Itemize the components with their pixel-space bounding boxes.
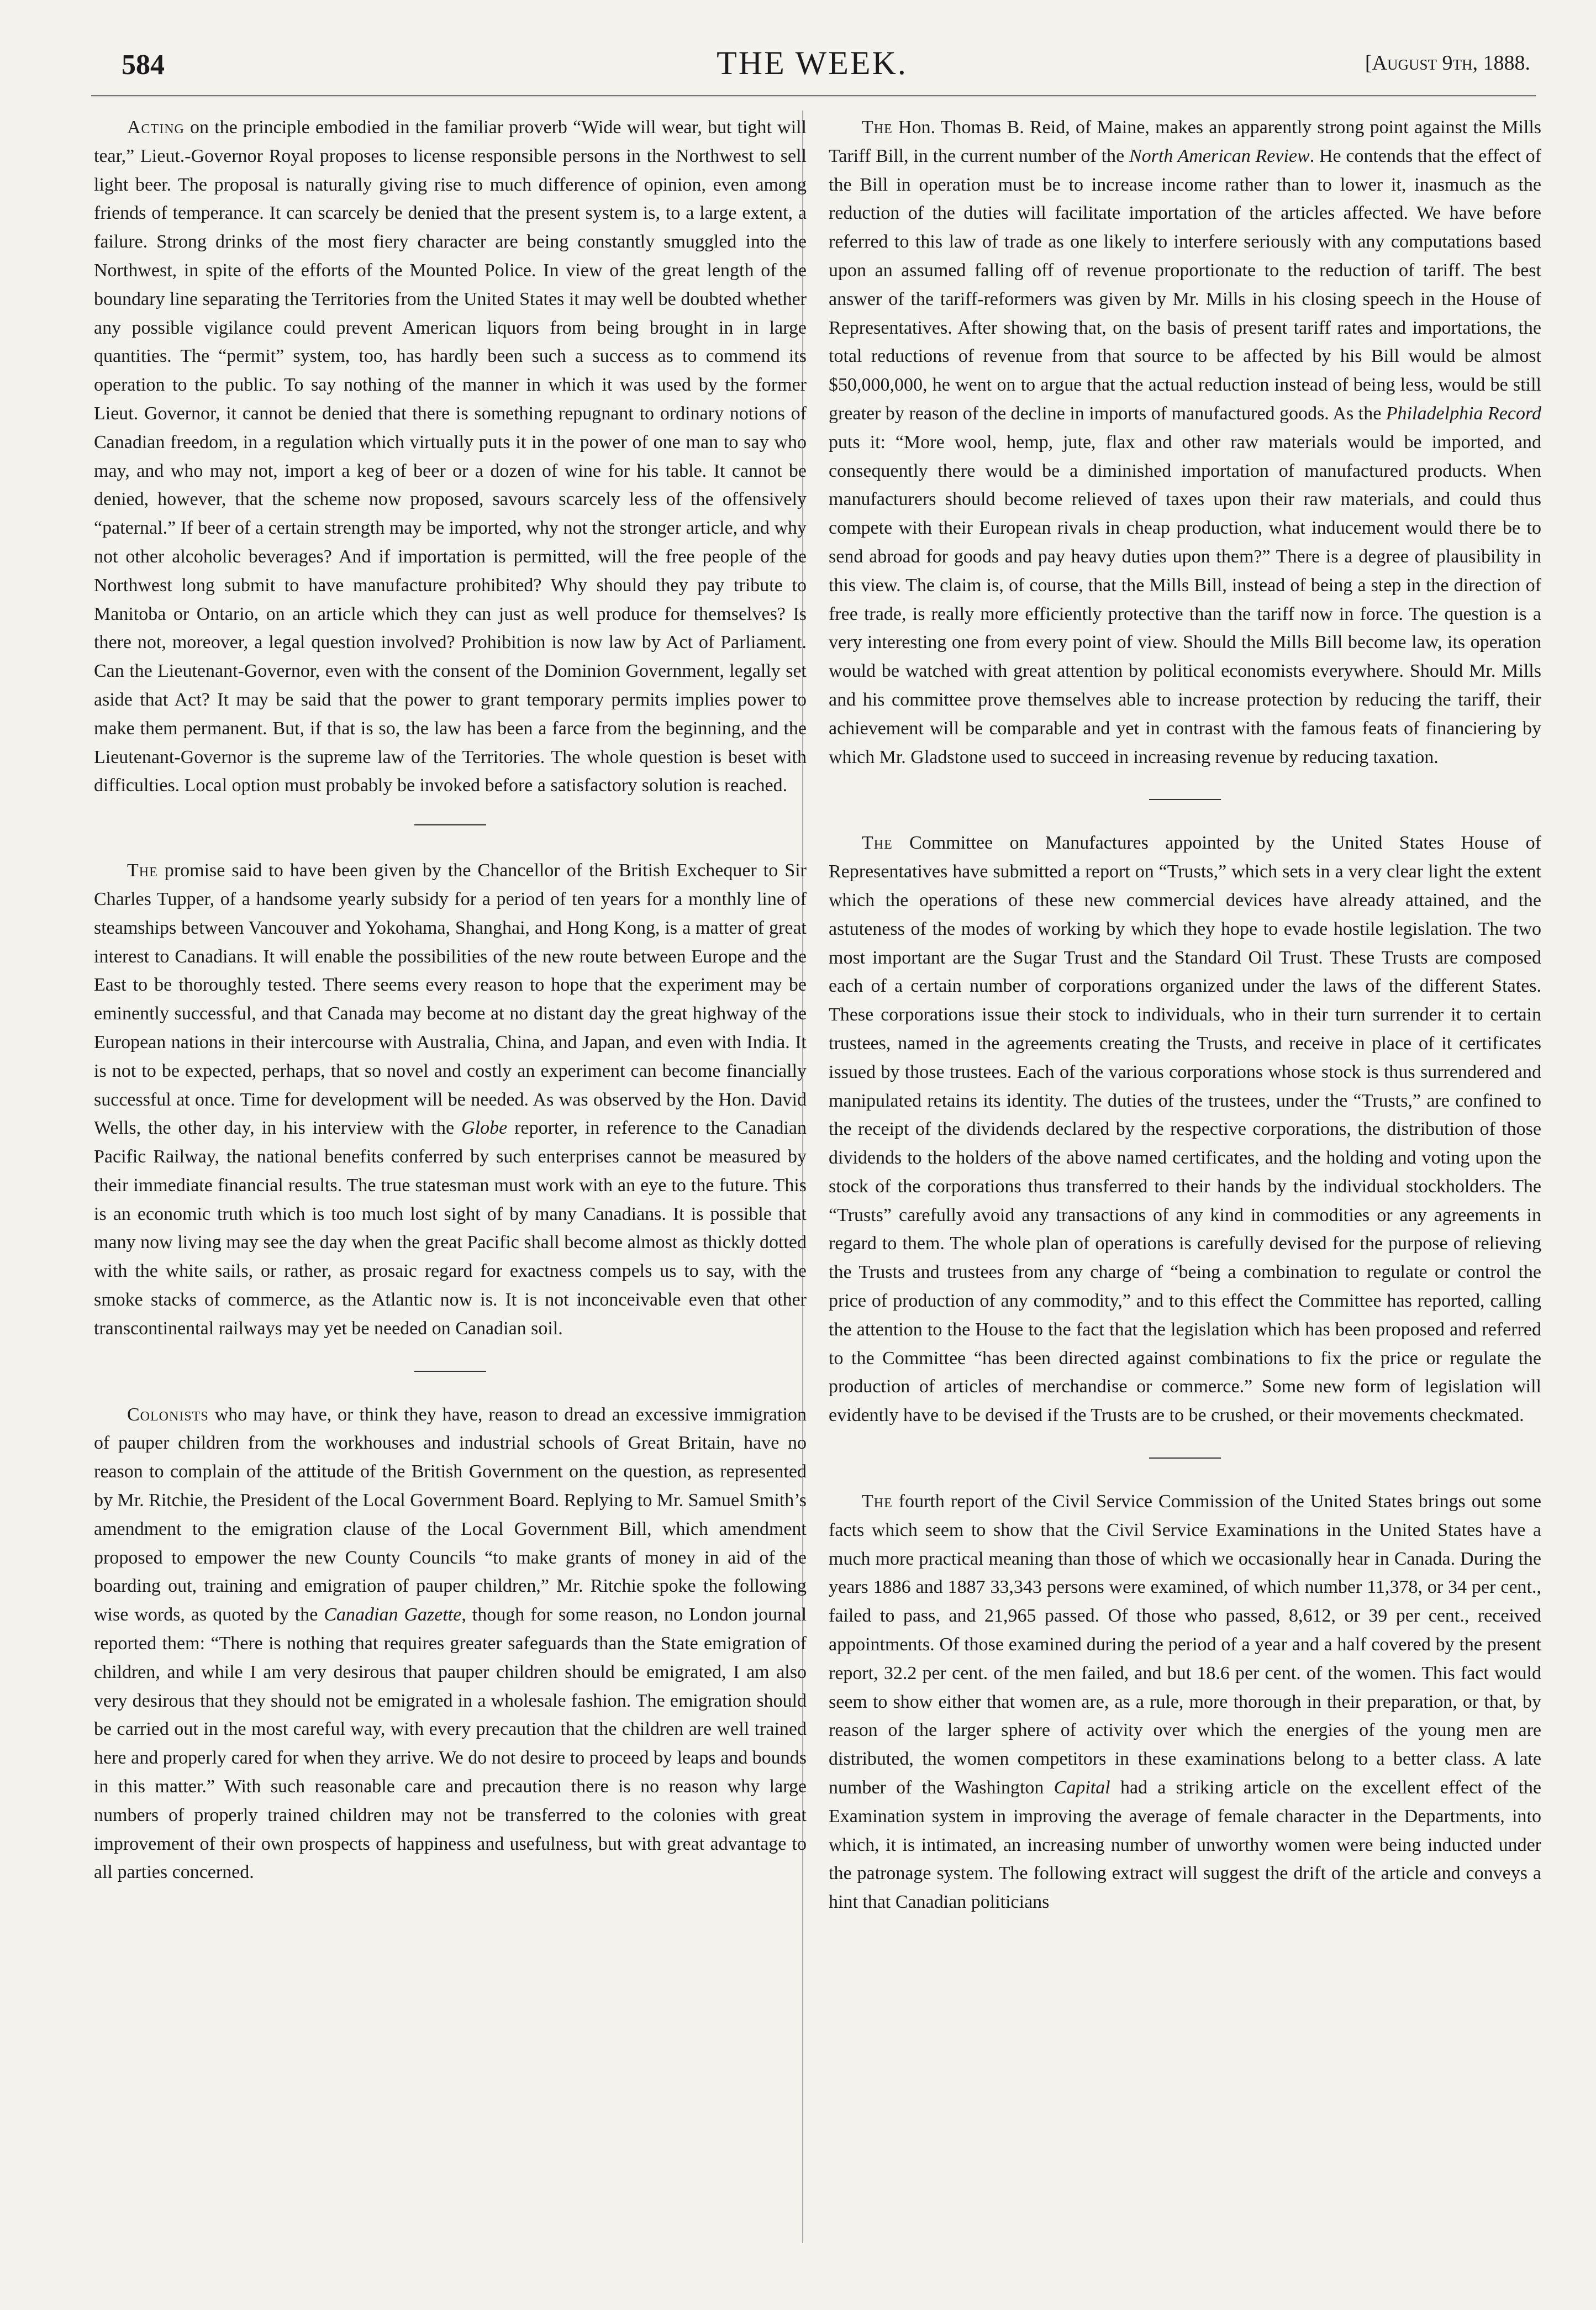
article-paragraph <box>94 1401 807 1887</box>
article-separator <box>1149 799 1221 800</box>
right-column <box>829 113 1541 1917</box>
italic-title: North American Review <box>1129 145 1310 166</box>
journal-title: THE WEEK. <box>717 45 908 81</box>
paragraph-text: fourth report of the Civil Service Commission of the United States brings out some facts which seem to show that the Civil Service Examinations in the United States have a much more practical meaning than those of which we occasionally hear in Canada. During the years 1886 and 1887 33,343 persons were examined, of which number 11,378, or 34 per cent., failed to pass, and 21,965 passed. Of those who passed, 8,612, or 39 per cent., received appointments. Of those examined during the period of a year and a half covered by the present report, 32.2 per cent. of the men failed, and but 18.6 per cent. of the women. This fact would seem to show either that women are, as a rule, more thorough in their preparation, or that, by reason of the larger sphere of activity over which the energies of the young men are distributed, the women competitors in these examinations belong to a better class. A late number of the Washington <box>829 1491 1541 1798</box>
lead-word: The <box>127 860 158 881</box>
paragraph-text: puts it: “More wool, hemp, jute, flax and other raw materials would be imported, and consequently there would be a diminished importation of manufactured products. When manufacturers should become relieved of taxes upon their raw materials, and could thus compete with their European rivals in cheap production, what inducement would there be to send abroad for goods and pay heavy duties upon them?” There is a degree of plausibility in this view. The claim is, of course, that the Mills Bill, instead of being a step in the direction of free trade, is really more efficiently protective than the tariff now in force. The question is a very interesting one from every point of view. Should the Mills Bill become law, its operation would be watched with great attention by political economists everywhere. Should Mr. Mills and his committee prove themselves able to increase protection by reducing the tariff, their achievement will be comparable and yet in contrast with the famous feats of financiering by which Mr. Gladstone used to succeed in increasing revenue by reducing taxation. <box>829 432 1541 767</box>
paragraph-text: who may have, or think they have, reason to dread an excessive immigration of pauper children from the workhouses and industrial schools of Great Britain, have no reason to complain of the attitude of the British Government on the question, as represented by Mr. Ritchie, the President of the Local Government Board. Replying to Mr. Samuel Smith’s amendment to the emigration clause of the Local Government Bill, which amendment proposed to empower the new County Councils “to make grants of money in aid of the boarding out, training and emigration of pauper children,” Mr. Ritchie spoke the following wise words, as quoted by the <box>94 1404 807 1625</box>
lead-word: The <box>862 833 893 854</box>
paragraph-text: reporter, in reference to the Canadian Pacific Railway, the national benefits conferred by such enterprises cannot be measured by their immediate financial results. The true statesman must work with an eye to the future. This is an economic truth which is too much lost sight of by many Canadians. It is possible that many now living may see the day when the great Pacific shall become almost as thickly dotted with the white sails, or rather, as prosaic regard for exactness compels us to say, with the smoke stacks of commerce, as the Atlantic now is. It is not inconceivable even that other transcontinental railways may yet be needed on Canadian soil. <box>94 1118 807 1339</box>
italic-title: Globe <box>461 1118 508 1139</box>
article-paragraph <box>94 856 807 1343</box>
article-paragraph <box>829 113 1541 771</box>
lead-word: Acting <box>127 117 185 138</box>
article-paragraph <box>829 1487 1541 1917</box>
article-paragraph <box>829 829 1541 1430</box>
article-separator <box>1149 1457 1221 1459</box>
issue-date: [August 9th, 1888. <box>1365 51 1530 75</box>
left-column <box>94 113 807 1887</box>
paragraph-text: Committee on Manufactures appointed by the United States House of Representatives have submitted a report on “Trusts,” which sets in a very clear light the extent which the operations of these new commercial devices have already attained, and the astuteness of the modes of working by which they hope to evade hostile legislation. The two most important are the Sugar Trust and the Standard Oil Trust. These Trusts are composed each of a certain number of corporations organized under the laws of the different States. These corporations issue their stock to individuals, who in their turn surrender it to certain trustees, named in the agreements creating the Trusts, and receive in place of it certificates issued by those trustees. Each of the various corporations whose stock is thus surrendered and manipulated retains its identity. The duties of the trustees, under the “Trusts,” are confined to the receipt of the dividends declared by the respective corporations, the distribution of those dividends to the holders of the above named certificates, and the holding and voting upon the stock of the corporations thus transferred to their hands by the individual stockholders. The “Trusts” carefully avoid any transactions of any kind in commodities or any agreements in regard to them. The whole plan of operations is carefully devised for the purpose of relieving the Trusts and trustees from any charge of “being a combination to regulate or control the price of production of any commodity,” and to this effect the Committee has reported, calling the attention to the House to the fact that the legislation which has been proposed and referred to the Committee “has been directed against combinations to fix the price or regulate the production of articles of merchandise or commerce.” Some new form of legislation will evidently have to be devised if the Trusts are to be crushed, or their movements checkmated. <box>829 833 1541 1426</box>
paragraph-text: promise said to have been given by the Chancellor of the British Exchequer to Sir Charles Tupper, of a handsome yearly subsidy for a period of ten years for a monthly line of steamships between Vancouver and Yokohama, Shanghai, and Hong Kong, is a matter of great interest to Canadians. It will enable the possibilities of the new route between Europe and the East to be thoroughly tested. There seems every reason to hope that the experiment may be eminently successful, and that Canada may become at no distant day the great highway of the European nations in their intercourse with Australia, China, and Japan, and even with India. It is not to be expected, perhaps, that so novel and costly an experiment can become financially successful at once. Time for development will be needed. As was observed by the Hon. David Wells, the other day, in his interview with the <box>94 860 807 1139</box>
article-separator <box>414 1371 486 1372</box>
article-separator <box>414 824 486 825</box>
lead-word: The <box>862 117 893 138</box>
page-number: 584 <box>122 49 165 81</box>
paragraph-text: on the principle embodied in the familiar proverb “Wide will wear, but tight will tear,” Lieut.-Governor Royal proposes to license responsible persons in the Northwest to sell light beer. The proposal is naturally giving rise to much difference of opinion, even among friends of temperance. It can scarcely be denied that the present system is, to a large extent, a failure. Strong drinks of the most fiery character are being constantly smuggled into the Northwest, in spite of the efforts of the Mounted Police. In view of the great length of the boundary line separating the Territories from the United States it may well be doubted whether any possible vigilance could prevent American liquors from being brought in in large quantities. The “permit” system, too, has hardly been such a success as to commend its operation to the public. To say nothing of the manner in which it was used by the former Lieut. Governor, it cannot be denied that there is something repugnant to ordinary notions of Canadian freedom, in a regulation which virtually puts it in the power of one man to say who may, and who may not, import a keg of beer or a dozen of wine for his table. It cannot be denied, however, that the scheme now proposed, savours scarcely less of the offensively “paternal.” If beer of a certain strength may be imported, why not the stronger article, and why not other alcoholic beverages? And if importation is permitted, will the free people of the Northwest long submit to have manufacture prohibited? Why should they pay tribute to Manitoba or Ontario, on an article which they can just as well produce for themselves? Is there not, moreover, a legal question involved? Prohibition is now law by Act of Parliament. Can the Lieutenant-Governor, even with the consent of the Dominion Government, legally set aside that Act? It may be said that the power to grant temporary permits implies power to make them permanent. But, if that is so, the law has been a farce from the beginning, and the Lieutenant-Governor is the supreme law of the Territories. The whole question is beset with difficulties. Local option must probably be invoked before a satisfactory solution is reached. <box>94 117 807 796</box>
italic-title: Capital <box>1054 1777 1110 1798</box>
running-header <box>94 44 1530 88</box>
lead-word: The <box>862 1491 893 1512</box>
paragraph-text: . He contends that the effect of the Bill in operation must be to increase income rather than to lower it, inasmuch as the reduction of the duties will facilitate importation of the articles affected. We have before referred to this law of trade as one likely to interfere seriously with any computations based upon an assumed falling off of revenue proportionate to the reduction of tariff. The best answer of the tariff-reformers was given by Mr. Mills in his closing speech in the House of Representatives. After showing that, on the basis of present tariff rates and importations, the total reductions of revenue from that source to be affected by his Bill would be almost $50,000,000, he went on to argue that the actual reduction instead of being less, would be still greater by reason of the decline in imports of manufactured goods. As the <box>829 145 1541 424</box>
italic-title: Canadian Gazette <box>324 1604 462 1625</box>
header-rule <box>91 95 1536 97</box>
italic-title: Philadelphia Record <box>1386 403 1541 424</box>
lead-word: Colonists <box>127 1404 209 1425</box>
paragraph-text: Hon. Thomas B. Reid, of Maine, makes an apparently strong point against the Mills Tariff Bill, in the current number of the <box>829 117 1541 166</box>
paragraph-text: , though for some reason, no London journal reported them: “There is nothing that requires greater safeguards than the State emigration of children, and while I am very desirous that pauper children should be emigrated, I am also very desirous that they should not be emigrated in a wholesale fashion. The emigration should be carried out in the most careful way, with every precaution that the children are well trained here and properly cared for when they arrive. We do not desire to proceed by leaps and bounds in this matter.” With such reasonable care and precaution there is no reason why large numbers of properly trained children may not be transferred to the colonies with great improvement of their own prospects of happiness and usefulness, but with great advantage to all parties concerned. <box>94 1604 807 1883</box>
article-paragraph <box>94 113 807 800</box>
paragraph-text: had a striking article on the excellent effect of the Examination system in improving the average of female character in the Departments, into which, it is intimated, an increasing number of unworthy women were being inducted under the patronage system. The following extract will suggest the drift of the article and conveys a hint that Canadian politicians <box>829 1777 1542 1913</box>
